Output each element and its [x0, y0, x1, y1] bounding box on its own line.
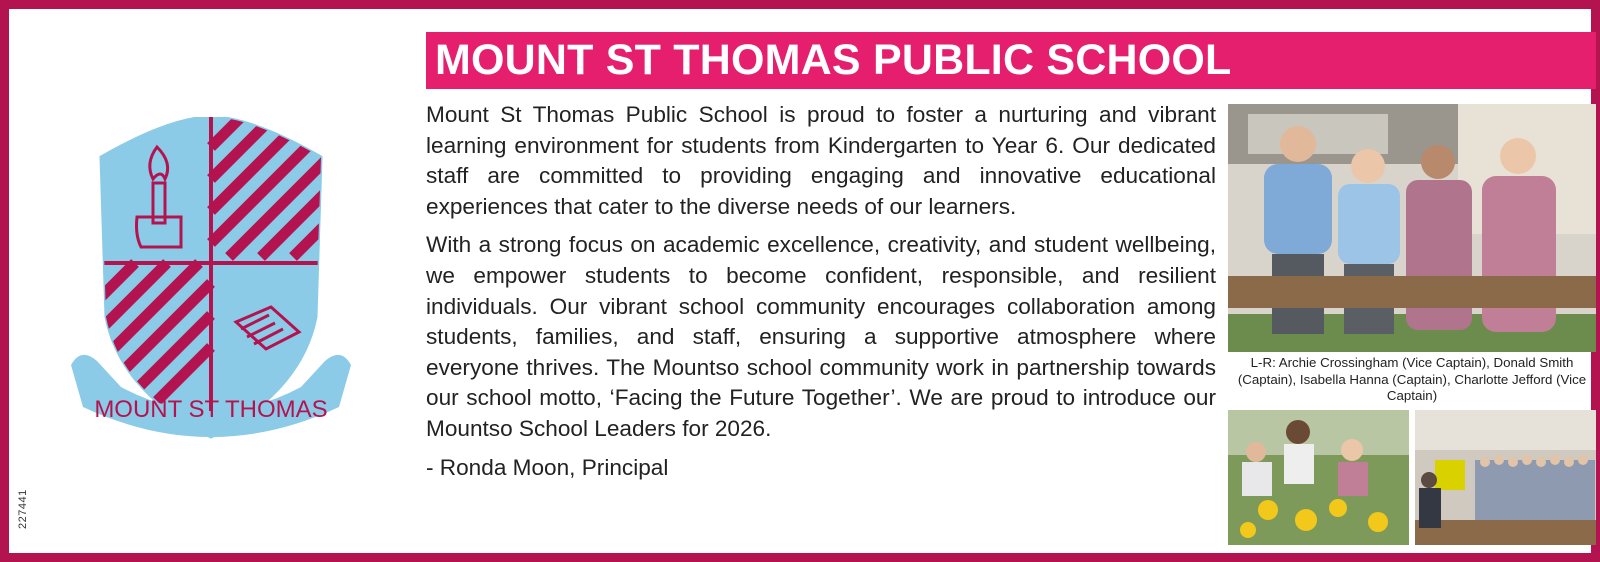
- garden-photo: [1228, 410, 1409, 545]
- article-paragraph-1: Mount St Thomas Public School is proud to foster a nurturing and vibrant learning environment for students from Kindergarten to Year 6. Our dedicated staff are committed to providing engaging and innovative educational experiences that cater to the diverse needs of our learners.: [426, 102, 1216, 219]
- crest-motto: MOUNT ST THOMAS: [94, 396, 328, 423]
- article-body: [426, 100, 1216, 491]
- title-banner: [426, 32, 1596, 89]
- leaders-photo-caption: L-R: Archie Crossingham (Vice Captain), Donald Smith (Captain), Isabella Hanna (Captain), Charlotte Jefford (Vice Captain): [1237, 355, 1587, 403]
- assembly-photo: [1415, 410, 1596, 545]
- article-paragraph-2: With a strong focus on academic excellence, creativity, and student wellbeing, we empower students to become confident, responsible, and resilient individuals. Our vibrant school community encourages collaboration among students, families, and staff, ensuring a supportive atmosphere where everyone thrives. The Mountso school community work in partnership towards our school motto, ‘Facing the Future Together’. We are proud to introduce our Mountso School Leaders for 2026.: [426, 232, 1216, 441]
- principal-signature: - Ronda Moon, Principal: [426, 454, 669, 480]
- school-crest: [61, 117, 361, 462]
- ad-number: 227441: [17, 489, 29, 529]
- page-title: MOUNT ST THOMAS PUBLIC SCHOOL: [435, 36, 1232, 84]
- school-leaders-photo: [1228, 104, 1596, 352]
